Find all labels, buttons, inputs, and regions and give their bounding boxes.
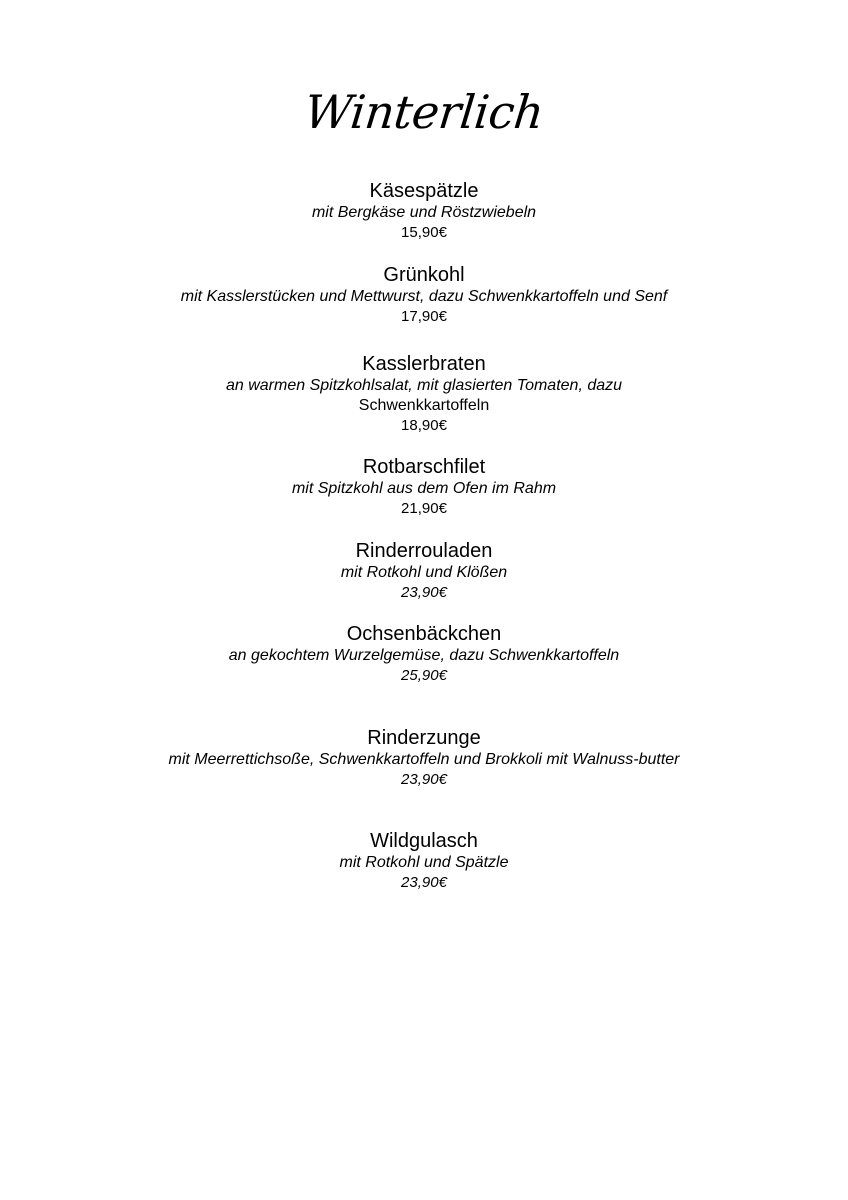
dish-name: Kasslerbraten — [362, 353, 486, 375]
dish-price: 18,90€ — [401, 417, 447, 434]
dish-price: 23,90€ — [401, 771, 447, 788]
menu-item-rinderrouladen — [0, 539, 848, 603]
dish-name: Rinderzunge — [367, 727, 481, 749]
menu-item-ochsenbaeckchen — [0, 622, 848, 686]
dish-name: Wildgulasch — [370, 830, 478, 852]
dish-name: Ochsenbäckchen — [346, 623, 502, 645]
dish-description: mit Meerrettichsoße, Schwenkkartoffeln und Brokkoli mit Walnuss-butter — [168, 751, 680, 768]
dish-description: an gekochtem Wurzelgemüse, dazu Schwenkkartoffeln — [228, 647, 620, 664]
dish-price: 21,90€ — [401, 500, 447, 517]
dish-name: Grünkohl — [383, 264, 465, 286]
dish-price: 17,90€ — [401, 308, 447, 325]
dish-price: 25,90€ — [401, 667, 447, 684]
dish-name: Rinderrouladen — [355, 540, 493, 562]
dish-description: mit Rotkohl und Klößen — [340, 564, 508, 581]
dish-price: 23,90€ — [401, 874, 447, 891]
menu-item-rotbarschfilet — [0, 455, 848, 519]
dish-description: an warmen Spitzkohlsalat, mit glasierten Tomaten, dazu — [225, 377, 623, 394]
dish-name: Käsespätzle — [369, 180, 479, 202]
menu-item-gruenkohl — [0, 263, 848, 327]
dish-price: 15,90€ — [401, 224, 447, 241]
dish-price: 23,90€ — [401, 584, 447, 601]
dish-description: mit Spitzkohl aus dem Ofen im Rahm — [291, 480, 557, 497]
dish-description: mit Kasslerstücken und Mettwurst, dazu Schwenkkartoffeln und Senf — [180, 288, 668, 305]
dish-description: mit Rotkohl und Spätzle — [339, 854, 509, 871]
menu-item-rinderzunge — [0, 726, 848, 790]
dish-description-line2: Schwenkkartoffeln — [358, 397, 490, 414]
page-title: Winterlich — [301, 85, 546, 139]
menu-item-kaesespaetzle — [0, 179, 848, 243]
dish-name: Rotbarschfilet — [362, 456, 486, 478]
dish-description: mit Bergkäse und Röstzwiebeln — [311, 204, 537, 221]
dish-description-continued — [0, 396, 848, 416]
menu-item-kasslerbraten — [0, 352, 848, 436]
menu-item-wildgulasch — [0, 829, 848, 893]
